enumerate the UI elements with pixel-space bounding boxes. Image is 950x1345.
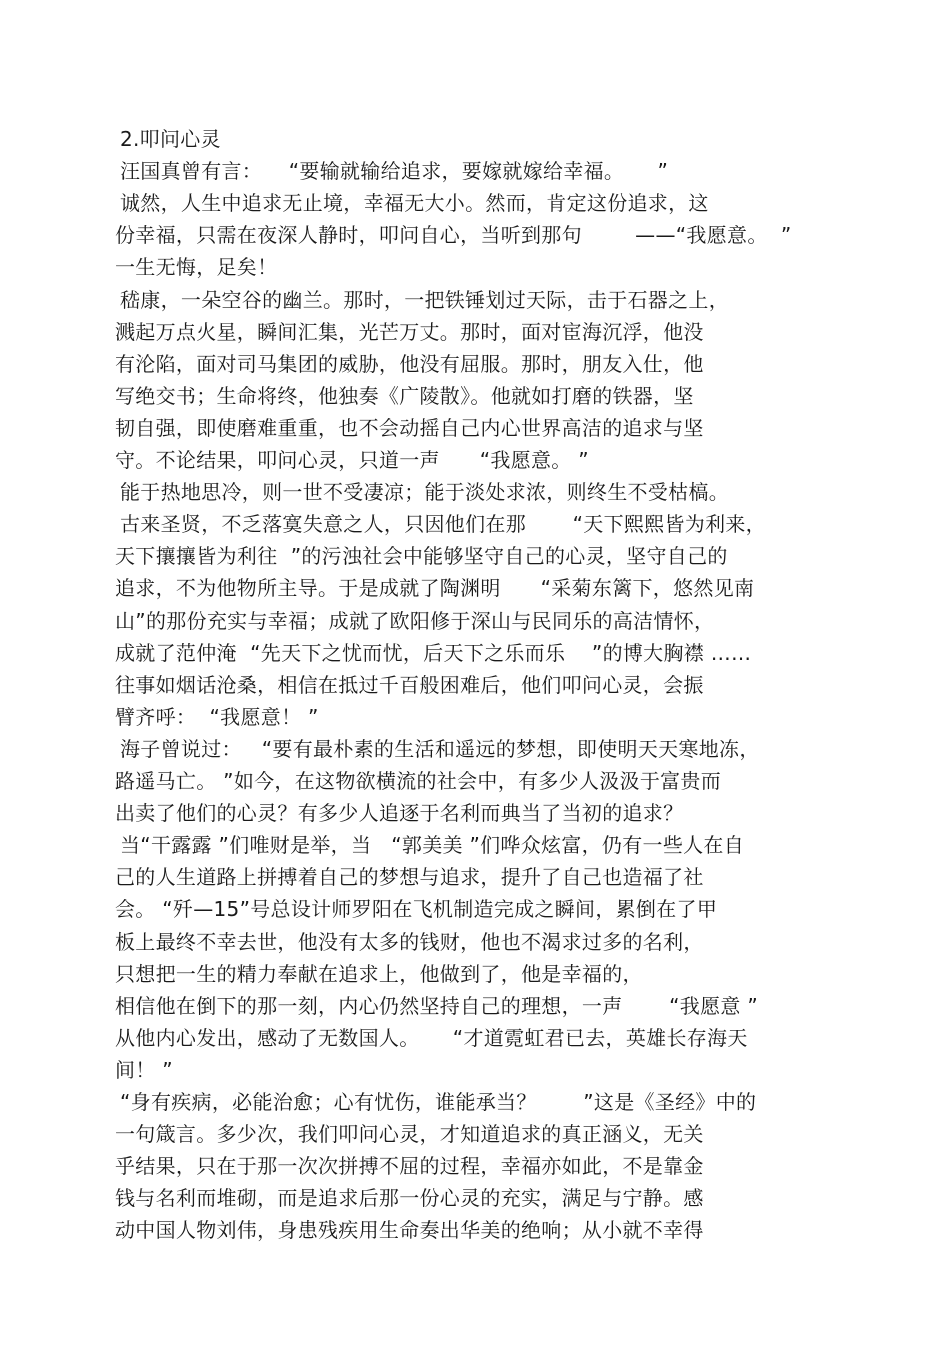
text-line: 路遥马亡。 ”如今，在这物欲横流的社会中，有多少人汲汲于富贵而 — [115, 769, 722, 793]
text-line: 臂齐呼： “我愿意！ ” — [115, 704, 319, 729]
text-line: 动中国人物刘伟，身患残疾用生命奏出华美的绝响；从小就不幸得 — [115, 1218, 704, 1243]
text-line: 出卖了他们的心灵？有多少人追逐于名利而典当了当初的追求？ — [115, 801, 684, 826]
text-line: 己的人生道路上拼搏着自己的梦想与追求，提升了自己也造福了社 — [115, 865, 704, 890]
text-line: 写绝交书；生命将终，他独奏《广陵散》。他就如打磨的铁器，坚 — [115, 383, 694, 408]
text-line: 能于热地思冷，则一世不受凄凉；能于淡处求浓，则终生不受枯槁。 — [120, 480, 729, 505]
text-line: 山”的那份充实与幸福；成就了欧阳修于深山与民同乐的高洁情怀， — [115, 608, 715, 633]
text-line: 从他内心发出，感动了无数国人。 “才道霓虹君已去，英雄长存海天 — [115, 1025, 748, 1050]
text-line: 诚然，人生中追求无止境，幸福无大小。然而，肯定这份追求，这 — [120, 191, 709, 216]
text-line: 一生无悔，足矣！ — [115, 255, 278, 280]
text-line: 一句箴言。多少次，我们叩问心灵，才知道追求的真正涵义，无关 — [115, 1122, 704, 1147]
text-line: 韧自强，即使磨难重重，也不会动摇自己内心世界高洁的追求与坚 — [115, 415, 704, 440]
text-line: 有沦陷，面对司马集团的威胁，他没有屈服。那时，朋友入仕，他 — [115, 351, 704, 376]
text-line: 份幸福，只需在夜深人静时，叩问自心，当听到那句 ——“我愿意。 ” — [115, 223, 792, 248]
text-line: 溅起万点火星，瞬间汇集，光芒万丈。那时，面对宦海沉浮，他没 — [115, 319, 704, 344]
text-line: 汪国真曾有言： “要输就输给追求，要嫁就嫁给幸福。 ” — [120, 159, 669, 184]
text-line: 成就了范仲淹 “先天下之忧而忧，后天下之乐而乐 ”的博大胸襟 …… — [115, 640, 752, 665]
text-line: 守。不论结果，叩问心灵，只道一声 “我愿意。 ” — [115, 448, 589, 472]
text-line: 板上最终不幸去世，他没有太多的钱财，他也不渴求过多的名利， — [115, 929, 704, 954]
text-line: 乎结果，只在于那一次次拼搏不屈的过程，幸福亦如此，不是靠金 — [115, 1154, 704, 1179]
text-line: 天下攘攘皆为利往 ”的污浊社会中能够坚守自己的心灵，坚守自己的 — [115, 544, 728, 569]
text-line: “身有疾病，必能治愈；心有忧伤，谁能承当？ ”这是《圣经》中的 — [120, 1090, 757, 1114]
text-line: 追求，不为他物所主导。于是成就了陶渊明 “采菊东篱下，悠然见南 — [115, 576, 755, 601]
text-line: 古来圣贤，不乏落寞失意之人，只因他们在那 “天下熙熙皆为利来， — [120, 512, 766, 537]
text-line: 只想把一生的精力奉献在追求上，他做到了，他是幸福的， — [115, 961, 643, 986]
text-line: 往事如烟话沧桑，相信在抵过千百般困难后，他们叩问心灵，会振 — [115, 672, 704, 697]
text-line: 钱与名利而堆砌，而是追求后那一份心灵的充实，满足与宁静。感 — [115, 1186, 704, 1211]
section-heading: 2.叩问心灵 — [120, 127, 221, 151]
text-line: 当“干露露 ”们唯财是举，当 “郭美美 ”们哗众炫富，仍有一些人在自 — [120, 833, 745, 858]
text-line: 嵇康，一朵空谷的幽兰。那时，一把铁锤划过天际，击于石器之上， — [120, 287, 729, 312]
text-line: 相信他在倒下的那一刻，内心仍然坚持自己的理想，一声 “我愿意 ” — [115, 993, 758, 1018]
text-line: 海子曾说过： “要有最朴素的生活和遥远的梦想，即使明天天寒地冻， — [120, 736, 760, 761]
text-line: 间！ ” — [115, 1057, 173, 1082]
text-line: 会。 “歼—15”号总设计师罗阳在飞机制造完成之瞬间，累倒在了甲 — [115, 897, 718, 922]
